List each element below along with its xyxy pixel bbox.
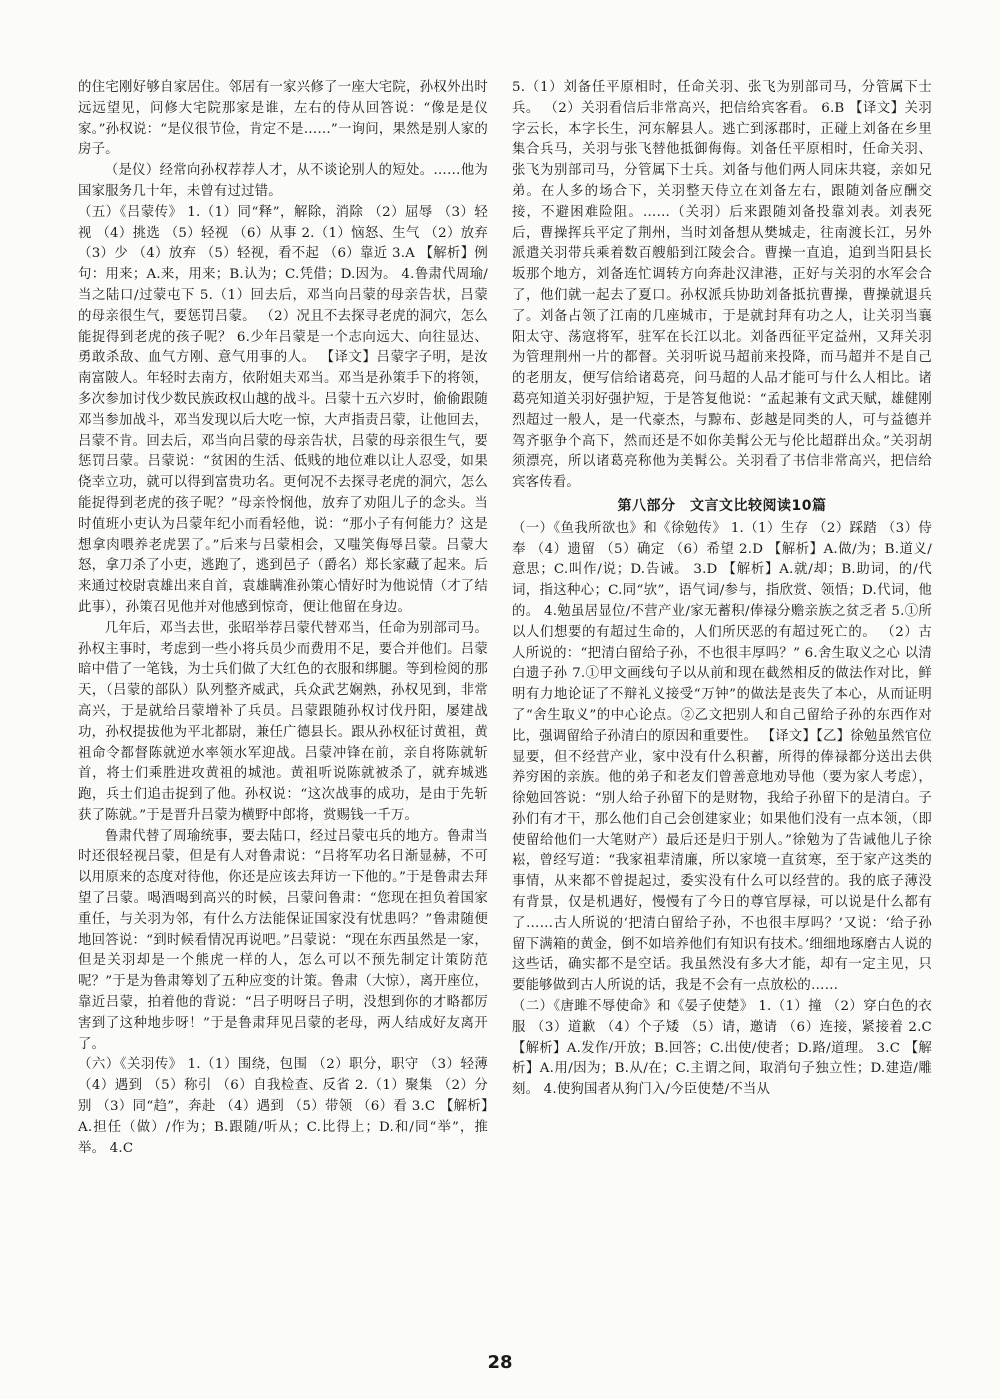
paragraph: （是仪）经常向孙权荐荐人才，从不谈论别人的短处。……他为国家服务几十年，未曾有过过错。 bbox=[78, 163, 488, 199]
paragraph: 5.（1）刘备任平原相时，任命关羽、张飞为别部司马，分管属下士兵。 （2）关羽看信后非常高兴，把信给宾客看。 6.B 【译文】关羽字云长，本字长生，河东解县人。逃亡到涿郡时，正碰上刘备在乡里集合兵马，关羽与张飞替他抵御侮侮。刘备任平原相时，任命关羽、张飞为别部司马，分管属下士兵。刘备与他们两人同床共寝，亲如兄弟。在人多的场合下，关羽整天侍立在刘备左右，跟随刘备应酬交接，不避困难险阻。……（关羽）后来跟随刘备投靠刘表。刘表死后，曹操挥兵平定了荆州，当时刘备想从樊城走，往南渡长江，另外派遣关羽带兵乘着数百艘船到江陵会合。曹操一直追，追到当阳县长坂那个地方，刘备连忙调转方向奔赴汉津港，正好与关羽的水军会合了，他们就一起去了夏口。孙权派兵协助刘备抵抗曹操，曹操就退兵了。刘备占领了江南的几座城市，于是就封拜有功之人，让关羽当襄阳太守、荡寇将军，驻军在长江以北。刘备西征平定益州，又拜关羽为管理荆州一片的都督。关羽听说马超前来投降，而马超并不是自己的老朋友，便写信给诸葛亮，问马超的人品才能可与什么人相比。诸葛亮知道关羽好强护短，于是答复他说：“孟起兼有文武天赋，雄健刚烈超过一般人，是一代豪杰，与黥布、彭越是同类的人，可与益德并驾齐驱争个高下，然而还是不如你美髯公无与伦比超群出众。”关羽胡须漂亮，所以诸葛亮称他为美髯公。关羽看了书信非常高兴，把信给宾客传看。 bbox=[512, 80, 932, 491]
paragraph: 鲁肃代替了周瑜统事，要去陆口，经过吕蒙屯兵的地方。鲁肃当时还很轻视吕蒙，但是有人对鲁肃说：“吕将军功名日渐显赫，不可以用原来的态度对待他，你还是应该去拜访一下他的。”于是鲁肃去拜望了吕蒙。喝酒喝到高兴的时候，吕蒙问鲁肃：“您现在担负着国家重任，与关羽为邻，有什么方法能保证国家没有忧患吗？”鲁肃随便地回答说：“到时候看情况再说吧。”吕蒙说：“现在东西虽然是一家，但是关羽却是一个熊虎一样的人，怎么可以不预先制定计策防范呢？”于是为鲁肃筹划了五种应变的计策。鲁肃（大惊），离开座位，靠近吕蒙，拍着他的背说：“吕子明呀吕子明，没想到你的才略都厉害到了这种地步呀！”于是鲁肃拜见吕蒙的老母，两人结成好友离开了。 bbox=[78, 828, 488, 1052]
section-title: 第八部分 文言文比较阅读10篇 bbox=[617, 497, 827, 514]
page-number: 28 bbox=[487, 1352, 513, 1373]
paragraph: 的住宅刚好够自家居住。邻居有一家兴修了一座大宅院，孙权外出时远远望见，问修大宅院那家是谁，左右的侍从回答说：“像是是仪家。”孙权说：“是仪很节俭，肯定不是……”一询问，果然是别人家的房子。 bbox=[78, 80, 488, 158]
paragraph: （二）《唐雎不辱使命》和《晏子使楚》 1.（1）撞 （2）穿白色的衣服 （3）道歉 （4）个子矮 （5）请，邀请 （6）连接，紧接着 2.C 【解析】A.发作/开放；B.回答；C.出使/使者；D.路/道理。 3.C 【解析】A.用/因为；B.从/在；C.主谓之间，取消句子独立性；D.建造/雕刻。 4.使狗国者从狗门入/今臣使楚/不当从 bbox=[512, 999, 932, 1098]
paragraph: （六）《关羽传》 1.（1）围绕，包围 （2）职分，职守 （3）轻薄 （4）遇到 （5）称引 （6）自我检查、反省 2.（1）聚集 （2）分别 （3）同“趋”，奔赴 （4）遇到 （5）带领 （6）看 3.C 【解析】A.担任（做）/作为；B.跟随/听从；C.比得上；D.和/同“举”，推举。 4.C bbox=[78, 1057, 488, 1156]
paragraph: （五）《吕蒙传》 1.（1）同“释”，解除，消除 （2）屈辱 （3）轻视 （4）挑选 （5）轻视 （6）从事 2.（1）恼怒、生气 （2）放弃 （3）少 （4）放弃 （5）轻视，看不起 （6）靠近 3.A 【解析】例句：用来；A.来，用来；B.认为；C.凭借；D.因为。 4.鲁肃代周瑜/当之陆口/过蒙屯下 5.（1）回去后，邓当向吕蒙的母亲告状，吕蒙的母亲很生气，要惩罚吕蒙。 （2）况且不去探寻老虎的洞穴，怎么能捉得到老虎的孩子呢？ 6.少年吕蒙是一个志向远大、向往显达、勇敢杀敌、血气方刚、意气用事的人。 【译文】吕蒙字子明，是汝南富陂人。年轻时去南方，依附姐夫邓当。邓当是孙策手下的将领，多次参加讨伐少数民族政权山越的战斗。吕蒙十五六岁时，偷偷跟随邓当参加战斗，邓当发现以后大吃一惊，大声指责吕蒙，让他回去，吕蒙不肯。回去后，邓当向吕蒙的母亲告状，吕蒙的母亲很生气，要惩罚吕蒙。吕蒙说：“贫困的生活、低贱的地位难以让人忍受，如果侥幸立功，就可以得到富贵功名。更何况不去探寻老虎的洞穴，怎么能捉得到老虎的孩子呢？”母亲怜悯他，放弃了劝阻儿子的念头。当时值班小吏认为吕蒙年纪小而看轻他，说：“那小子有何能力？这是想拿肉喂养老虎罢了。”后来与吕蒙相会，又嗤笑侮辱吕蒙。吕蒙大怒，拿刀杀了小吏，逃跑了，逃到邑子（爵名）郑长家藏了起来。后来通过校尉袁雄出来自首，袁雄瞒准孙策心情好时为他说情（才了结此事），孙策召见他并对他感到惊奇，便让他留在身边。 bbox=[78, 204, 488, 615]
left-column bbox=[78, 78, 488, 1159]
paragraph: 几年后，邓当去世，张昭举荐吕蒙代替邓当，任命为别部司马。孙权主事时，考虑到一些小将兵员少而费用不足，要合并他们。吕蒙暗中借了一笔钱，为士兵们做了大红色的衣服和绑腿。等到检阅的那天，（吕蒙的部队）队列整齐威武，兵众武艺娴熟，孙权见到，非常高兴，于是就给吕蒙增补了兵员。吕蒙跟随孙权讨伐丹阳，屡建战功，孙权提拔他为平北都尉，兼任广德县长。跟从孙权征讨黄祖，黄祖命令都督陈就逆水率领水军迎战。吕蒙冲锋在前，亲自将陈就斩首，将士们乘胜进攻黄祖的城池。黄祖听说陈就被杀了，就弃城逃跑，兵士们追击捉到了他。孙权说：“这次战事的成功，是由于先斩获了陈就。”于是晋升吕蒙为横野中郎将，赏赐钱一千万。 bbox=[78, 620, 488, 823]
paragraph: （一）《鱼我所欲也》和《徐勉传》 1.（1）生存 （2）踩踏 （3）侍奉 （4）遗留 （5）确定 （6）希望 2.D 【解析】A.做/为；B.道义/意思；C.叫作/说；D.告诫。 3.D 【解析】A.就/却；B.助词，的/代词，指这种心；C.同“欤”，语气词/参与，指欣赏、领悟；D.代词，他的。 4.勉虽居显位/不营产业/家无蓄积/俸禄分赡亲族之贫乏者 5.①所以人们想要的有超过生命的，人们所厌恶的有超过死亡的。 （2）古人所说的：“把清白留给子孙，不也很丰厚吗？” 6.舍生取义之心 以清白遗子孙 7.①甲文画线句子以从前和现在截然相反的做法作对比，鲜明有力地论证了不辩礼义接受“万钟”的做法是丧失了本心，从而证明了“舍生取义”的中心论点。②乙文把别人和自己留给子孙的东西作对比，强调留给子孙清白的原因和重要性。 【译文】【乙】徐勉虽然官位显要，但不经营产业，家中没有什么积蓄，所得的俸禄都分送出去供养穷困的亲族。他的弟子和老友们曾善意地劝导他（要为家人考虑），徐勉回答说：“别人给子孙留下的是财物，我给子孙留下的是清白。子孙们有才干，那么他们自己会创建家业；如果他们没有一点本领，（即使留给他们一大笔财产）最后还是归于别人。”徐勉为了告诫他儿子徐崧，曾经写道：“我家祖辈清廉，所以家境一直贫寒，至于家产这类的事情，从来都不曾提起过，委实没有什么可以经营的。我的底子薄没有背景，仅是机遇好，慢慢有了今日的尊官厚禄，可以说是什么都有了……古人所说的‘把清白留给子孙，不也很丰厚吗？’又说：‘给子孙留下满箱的黄金，倒不如培养他们有知识有技术。’细细地琢磨古人说的这些话，确实都不是空话。我虽然没有多大才能，却有一定主见，只要能够做到古人所说的话，我是不会有一点放松的…… bbox=[512, 520, 932, 994]
right-column bbox=[512, 78, 932, 1101]
